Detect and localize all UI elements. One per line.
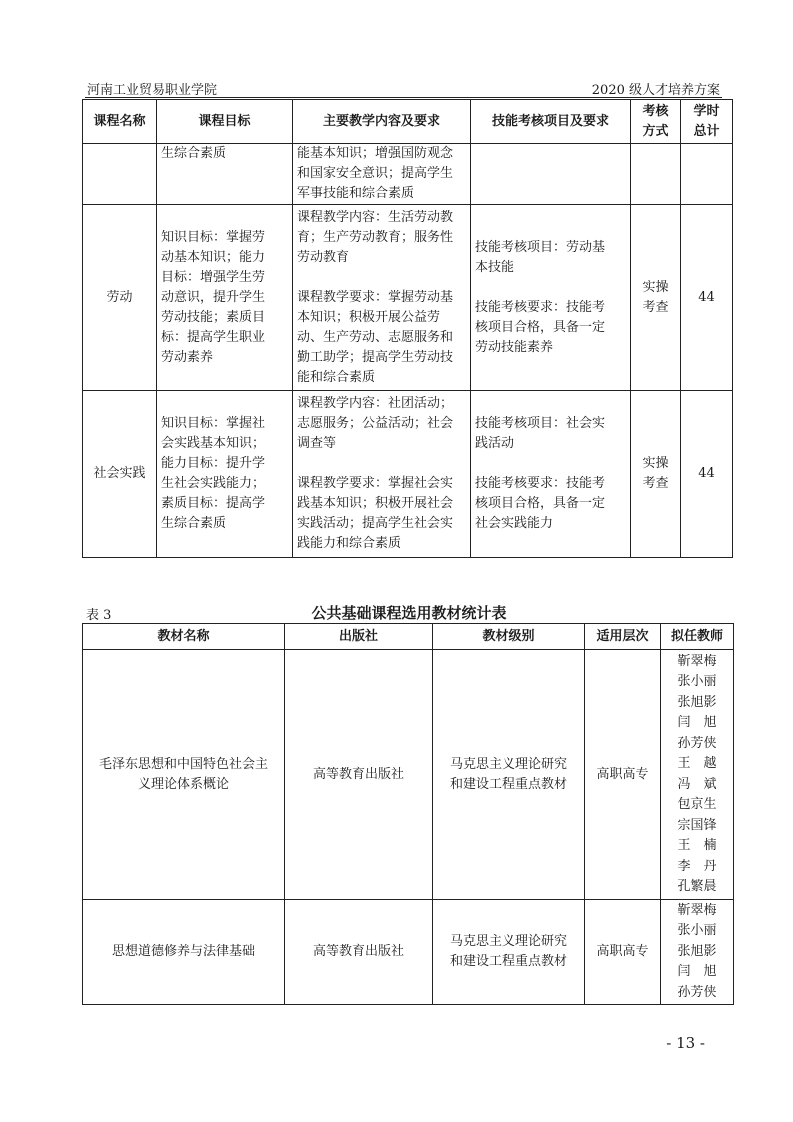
col-level: 教材级别 — [433, 624, 585, 650]
course-name: 劳动 — [83, 205, 157, 391]
course-hours: 44 — [681, 205, 733, 391]
course-table — [82, 99, 733, 558]
col-hours: 学时 总计 — [681, 100, 733, 144]
book-teachers: 靳翠梅 张小丽 张旭影 闫 旭 孙芳侠 — [661, 900, 734, 1005]
page-header — [85, 77, 722, 98]
table-row — [83, 650, 734, 900]
col-course-goal: 课程目标 — [157, 100, 293, 144]
header-plan-title: 2020 级人才培养方案 — [591, 83, 720, 98]
page-number: - 13 - — [666, 1034, 705, 1052]
book-level: 马克思主义理论研究 和建设工程重点教材 — [433, 900, 585, 1005]
col-course-name: 课程名称 — [83, 100, 157, 144]
course-method: 实操 考查 — [631, 205, 681, 391]
table-row — [83, 391, 733, 558]
course-goal: 知识目标：掌握社 会实践基本知识； 能力目标：提升学 生社会实践能力； 素质目标：提高学 生综合素质 — [157, 391, 293, 558]
course-table-header — [83, 100, 733, 144]
col-book-name: 教材名称 — [83, 624, 285, 650]
col-content: 主要教学内容及要求 — [293, 100, 471, 144]
course-goal: 知识目标：掌握劳 动基本知识；能力 目标：增强学生劳 动意识，提升学生 劳动技能；素质目 标：提高学生职业 劳动素养 — [157, 205, 293, 391]
textbook-table — [82, 623, 734, 1005]
col-skill: 技能考核项目及要求 — [471, 100, 631, 144]
book-publisher: 高等教育出版社 — [285, 650, 433, 900]
col-publisher: 出版社 — [285, 624, 433, 650]
col-tier: 适用层次 — [585, 624, 661, 650]
course-content: 课程教学内容：生活劳动教 育；生产劳动教育；服务性 劳动教育 课程教学要求：掌握劳动基 本知识；积极开展公益劳 动、生产劳动、志愿服务和 勤工助学；提高学生劳动技 能和综合素质 — [293, 205, 471, 391]
col-teachers: 拟任教师 — [661, 624, 734, 650]
header-school: 河南工业贸易职业学院 — [87, 83, 218, 98]
textbook-table-header — [83, 624, 734, 650]
book-level: 马克思主义理论研究 和建设工程重点教材 — [433, 650, 585, 900]
col-method: 考核 方式 — [631, 100, 681, 144]
course-name: 社会实践 — [83, 391, 157, 558]
course-skill: 技能考核项目：劳动基 本技能 技能考核要求：技能考 核项目合格，具备一定 劳动技能素养 — [471, 205, 631, 391]
cont-content: 能基本知识；增强国防观念 和国家安全意识；提高学生 军事技能和综合素质 — [293, 144, 471, 205]
book-tier: 高职高专 — [585, 900, 661, 1005]
book-publisher: 高等教育出版社 — [285, 900, 433, 1005]
book-name: 思想道德修养与法律基础 — [83, 900, 285, 1005]
book-name: 毛泽东思想和中国特色社会主 义理论体系概论 — [83, 650, 285, 900]
table-title: 公共基础课程选用教材统计表 — [311, 604, 507, 622]
book-teachers: 靳翠梅 张小丽 张旭影 闫 旭 孙芳侠 王 越 冯 斌 包京生 宗国锋 王 楠 李 丹 孔繁晨 — [661, 650, 734, 900]
course-method: 实操 考查 — [631, 391, 681, 558]
table-row — [83, 900, 734, 1005]
table-caption — [84, 602, 734, 624]
table-row-continued — [83, 144, 733, 205]
cont-goal: 生综合素质 — [157, 144, 293, 205]
table-label: 表 3 — [86, 608, 112, 623]
course-skill: 技能考核项目：社会实 践活动 技能考核要求：技能考 核项目合格，具备一定 社会实践能力 — [471, 391, 631, 558]
book-tier: 高职高专 — [585, 650, 661, 900]
course-content: 课程教学内容：社团活动； 志愿服务；公益活动；社会 调查等 课程教学要求：掌握社会实 践基本知识；积极开展社会 实践活动；提高学生社会实 践能力和综合素质 — [293, 391, 471, 558]
table-row — [83, 205, 733, 391]
course-hours: 44 — [681, 391, 733, 558]
